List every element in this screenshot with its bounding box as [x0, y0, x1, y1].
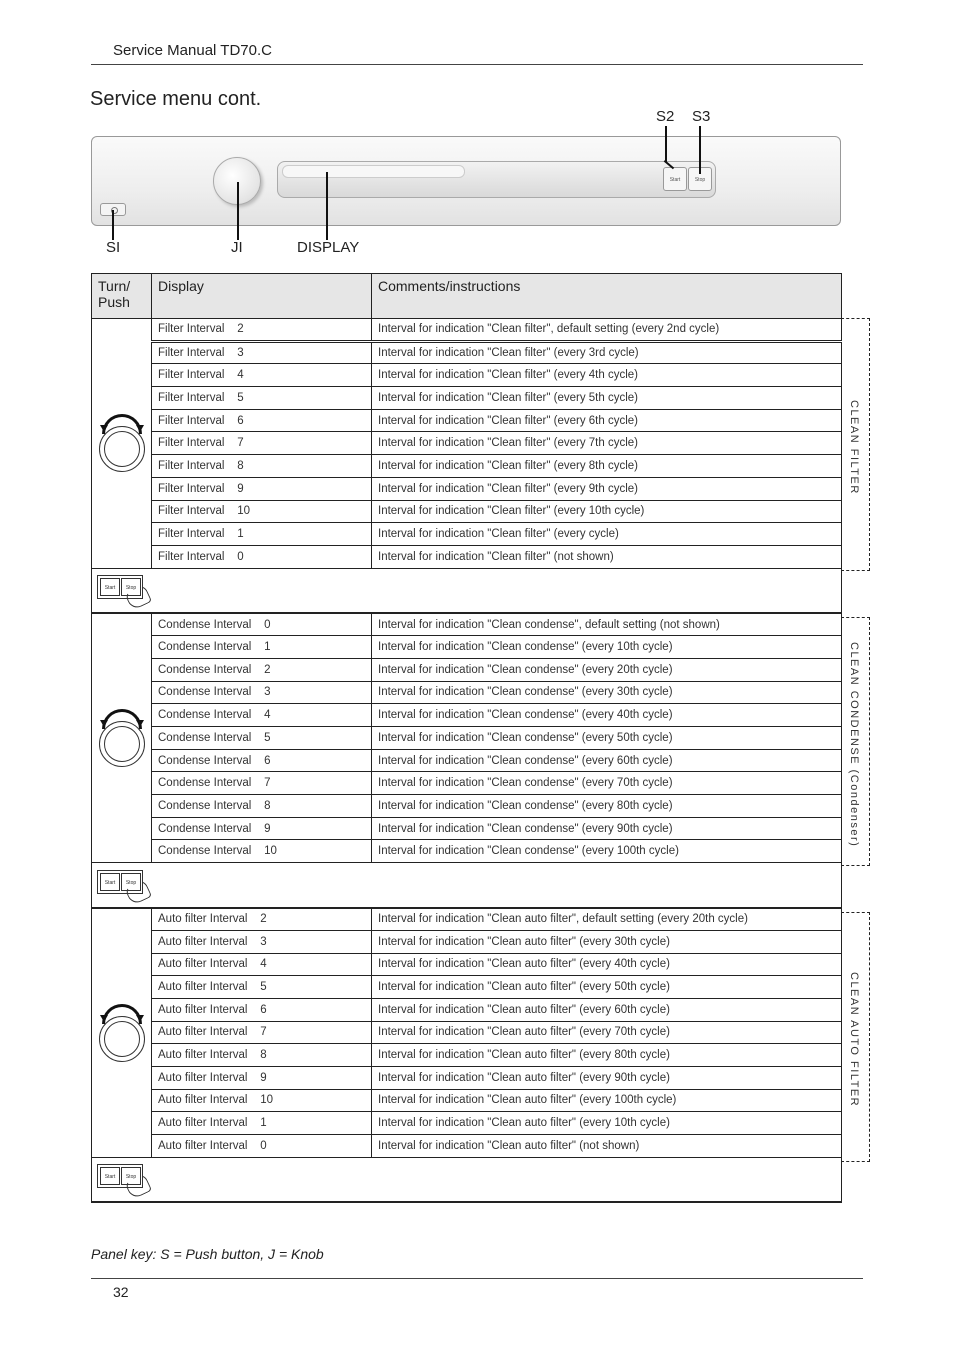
- table-row: [92, 364, 842, 387]
- page-number: 32: [113, 1284, 129, 1300]
- table-row: [92, 998, 842, 1021]
- display-cell: Condense Interval 3: [152, 681, 372, 704]
- display-cell: Condense Interval 9: [152, 817, 372, 840]
- display-cell: Filter Interval 2: [152, 319, 372, 342]
- label-s2: S2: [656, 108, 675, 125]
- push-stop-cell: [92, 1157, 842, 1202]
- comment-cell: Interval for indication "Clean filter" (every 3rd cycle): [372, 341, 842, 364]
- leader-line-s2: [665, 126, 667, 162]
- table-row: [92, 387, 842, 410]
- start-button-s2: [663, 167, 687, 191]
- display-cell: Auto filter Interval 3: [152, 930, 372, 953]
- label-s1: SI: [106, 239, 121, 256]
- display-cell: Condense Interval 5: [152, 727, 372, 750]
- display-cell: Filter Interval 0: [152, 545, 372, 568]
- display-cell: Condense Interval 4: [152, 704, 372, 727]
- table-row: [92, 432, 842, 455]
- table-row: [92, 545, 842, 568]
- leader-line-j1: [237, 182, 239, 240]
- comment-cell: Interval for indication "Clean filter" (every 4th cycle): [372, 364, 842, 387]
- comment-cell: Interval for indication "Clean auto filter" (every 100th cycle): [372, 1089, 842, 1112]
- table-row: [92, 817, 842, 840]
- header-turn-push: Turn/ Push: [92, 274, 152, 319]
- label-s3: S3: [692, 108, 711, 125]
- comment-cell: Interval for indication "Clean condense" (every 40th cycle): [372, 704, 842, 727]
- table-row: [92, 930, 842, 953]
- comment-cell: Interval for indication "Clean filter" (every cycle): [372, 523, 842, 546]
- table-row: [92, 1089, 842, 1112]
- panel-key-footnote: Panel key: S = Push button, J = Knob: [91, 1246, 324, 1262]
- turn-knob-icon: [99, 1004, 145, 1062]
- comment-cell: Interval for indication "Clean auto filter" (every 40th cycle): [372, 953, 842, 976]
- table-header-row: [92, 274, 842, 319]
- stop-button-label: Stop: [694, 177, 706, 183]
- display-cell: Filter Interval 4: [152, 364, 372, 387]
- table-row: [92, 500, 842, 523]
- panel-display-window: [282, 165, 465, 178]
- table-row: [92, 795, 842, 818]
- manual-title: Service Manual TD70.C: [113, 42, 272, 59]
- push-stop-row: [92, 1157, 842, 1202]
- table-row: [92, 727, 842, 750]
- display-cell: Filter Interval 8: [152, 455, 372, 478]
- table-row: [92, 613, 842, 636]
- comment-cell: Interval for indication "Clean auto filter" (every 70th cycle): [372, 1021, 842, 1044]
- display-cell: Filter Interval 9: [152, 477, 372, 500]
- turn-knob-icon: [99, 414, 145, 472]
- display-cell: Filter Interval 7: [152, 432, 372, 455]
- table-row: [92, 681, 842, 704]
- push-stop-button-icon: [97, 573, 153, 607]
- comment-cell: Interval for indication "Clean auto filter" (every 90th cycle): [372, 1066, 842, 1089]
- stop-mini-button: Stop: [121, 873, 141, 891]
- comment-cell: Interval for indication "Clean filter" (not shown): [372, 545, 842, 568]
- turn-knob-cell: [92, 908, 152, 1158]
- display-cell: Auto filter Interval 2: [152, 908, 372, 931]
- comment-cell: Interval for indication "Clean auto filter" (every 50th cycle): [372, 976, 842, 999]
- display-cell: Condense Interval 1: [152, 636, 372, 659]
- header-divider: [91, 64, 863, 65]
- comment-cell: Interval for indication "Clean condense" (every 100th cycle): [372, 840, 842, 863]
- start-mini-button: Start: [100, 1167, 120, 1185]
- knob-inner-ring: [104, 431, 140, 467]
- leader-line-s1: [112, 210, 114, 240]
- table-row: [92, 749, 842, 772]
- comment-cell: Interval for indication "Clean filter" (every 5th cycle): [372, 387, 842, 410]
- display-cell: Auto filter Interval 8: [152, 1044, 372, 1067]
- display-cell: Filter Interval 6: [152, 409, 372, 432]
- table-row: [92, 1135, 842, 1158]
- start-mini-button: Start: [100, 578, 120, 596]
- table-row: [92, 840, 842, 863]
- comment-cell: Interval for indication "Clean filter" (every 7th cycle): [372, 432, 842, 455]
- start-mini-button: Start: [100, 873, 120, 891]
- comment-cell: Interval for indication "Clean auto filter" (every 30th cycle): [372, 930, 842, 953]
- table-row: [92, 976, 842, 999]
- table-row: [92, 953, 842, 976]
- push-stop-cell: [92, 863, 842, 908]
- leader-line-s3: [699, 126, 701, 174]
- side-label-clean-auto-filter: CLEAN AUTO FILTER: [848, 972, 860, 1108]
- header-comments: Comments/instructions: [372, 274, 842, 319]
- label-j1: JI: [231, 239, 243, 256]
- display-cell: Auto filter Interval 5: [152, 976, 372, 999]
- knob-inner-ring: [104, 726, 140, 762]
- push-stop-button-icon: [97, 1162, 153, 1196]
- table-row: [92, 636, 842, 659]
- push-stop-cell: [92, 568, 842, 613]
- comment-cell: Interval for indication "Clean condense", default setting (not shown): [372, 613, 842, 636]
- comment-cell: Interval for indication "Clean condense" (every 50th cycle): [372, 727, 842, 750]
- side-label-clean-condense: CLEAN CONDENSE (Condenser): [848, 642, 860, 848]
- comment-cell: Interval for indication "Clean condense" (every 80th cycle): [372, 795, 842, 818]
- comment-cell: Interval for indication "Clean condense" (every 60th cycle): [372, 749, 842, 772]
- table-row: [92, 341, 842, 364]
- turn-knob-icon: [99, 709, 145, 767]
- table-row: [92, 455, 842, 478]
- display-cell: Condense Interval 0: [152, 613, 372, 636]
- page-title: Service menu cont.: [90, 88, 262, 110]
- table-row: [92, 704, 842, 727]
- turn-knob-cell: [92, 613, 152, 863]
- table-row: [92, 477, 842, 500]
- table-row: [92, 908, 842, 931]
- comment-cell: Interval for indication "Clean condense" (every 10th cycle): [372, 636, 842, 659]
- push-stop-row: [92, 568, 842, 613]
- table-row: [92, 658, 842, 681]
- table-row: [92, 319, 842, 342]
- comment-cell: Interval for indication "Clean filter" (every 6th cycle): [372, 409, 842, 432]
- stop-mini-button: Stop: [121, 578, 141, 596]
- display-cell: Auto filter Interval 4: [152, 953, 372, 976]
- knob-inner-ring: [104, 1021, 140, 1057]
- table-row: [92, 772, 842, 795]
- table-row: [92, 1021, 842, 1044]
- comment-cell: Interval for indication "Clean condense" (every 30th cycle): [372, 681, 842, 704]
- side-label-clean-filter: CLEAN FILTER: [848, 400, 860, 495]
- comment-cell: Interval for indication "Clean auto filter" (every 10th cycle): [372, 1112, 842, 1135]
- comment-cell: Interval for indication "Clean auto filter" (every 60th cycle): [372, 998, 842, 1021]
- display-cell: Auto filter Interval 0: [152, 1135, 372, 1158]
- display-cell: Auto filter Interval 7: [152, 1021, 372, 1044]
- table-row: [92, 1112, 842, 1135]
- display-cell: Condense Interval 10: [152, 840, 372, 863]
- comment-cell: Interval for indication "Clean filter", default setting (every 2nd cycle): [372, 319, 842, 342]
- table-row: [92, 1066, 842, 1089]
- comment-cell: Interval for indication "Clean filter" (every 8th cycle): [372, 455, 842, 478]
- comment-cell: Interval for indication "Clean condense" (every 70th cycle): [372, 772, 842, 795]
- label-display: DISPLAY: [297, 239, 360, 256]
- comment-cell: Interval for indication "Clean auto filter" (every 80th cycle): [372, 1044, 842, 1067]
- push-stop-row: [92, 863, 842, 908]
- display-cell: Filter Interval 10: [152, 500, 372, 523]
- display-cell: Auto filter Interval 10: [152, 1089, 372, 1112]
- table-row: [92, 1044, 842, 1067]
- start-button-label: Start: [669, 177, 681, 183]
- leader-line-display: [326, 172, 328, 240]
- display-cell: Filter Interval 1: [152, 523, 372, 546]
- comment-cell: Interval for indication "Clean auto filter", default setting (every 20th cycle): [372, 908, 842, 931]
- stop-mini-button: Stop: [121, 1167, 141, 1185]
- comment-cell: Interval for indication "Clean filter" (every 9th cycle): [372, 477, 842, 500]
- display-cell: Filter Interval 5: [152, 387, 372, 410]
- footer-divider: [91, 1278, 863, 1279]
- display-cell: Auto filter Interval 1: [152, 1112, 372, 1135]
- display-cell: Condense Interval 2: [152, 658, 372, 681]
- turn-knob-cell: [92, 319, 152, 569]
- display-cell: Auto filter Interval 6: [152, 998, 372, 1021]
- display-cell: Filter Interval 3: [152, 341, 372, 364]
- header-display: Display: [152, 274, 372, 319]
- display-cell: Condense Interval 7: [152, 772, 372, 795]
- table-row: [92, 409, 842, 432]
- display-cell: Condense Interval 6: [152, 749, 372, 772]
- display-cell: Condense Interval 8: [152, 795, 372, 818]
- comment-cell: Interval for indication "Clean condense" (every 90th cycle): [372, 817, 842, 840]
- table-row: [92, 523, 842, 546]
- comment-cell: Interval for indication "Clean filter" (every 10th cycle): [372, 500, 842, 523]
- service-menu-table: [91, 273, 842, 1203]
- comment-cell: Interval for indication "Clean condense" (every 20th cycle): [372, 658, 842, 681]
- display-cell: Auto filter Interval 9: [152, 1066, 372, 1089]
- push-stop-button-icon: [97, 868, 153, 902]
- comment-cell: Interval for indication "Clean auto filter" (not shown): [372, 1135, 842, 1158]
